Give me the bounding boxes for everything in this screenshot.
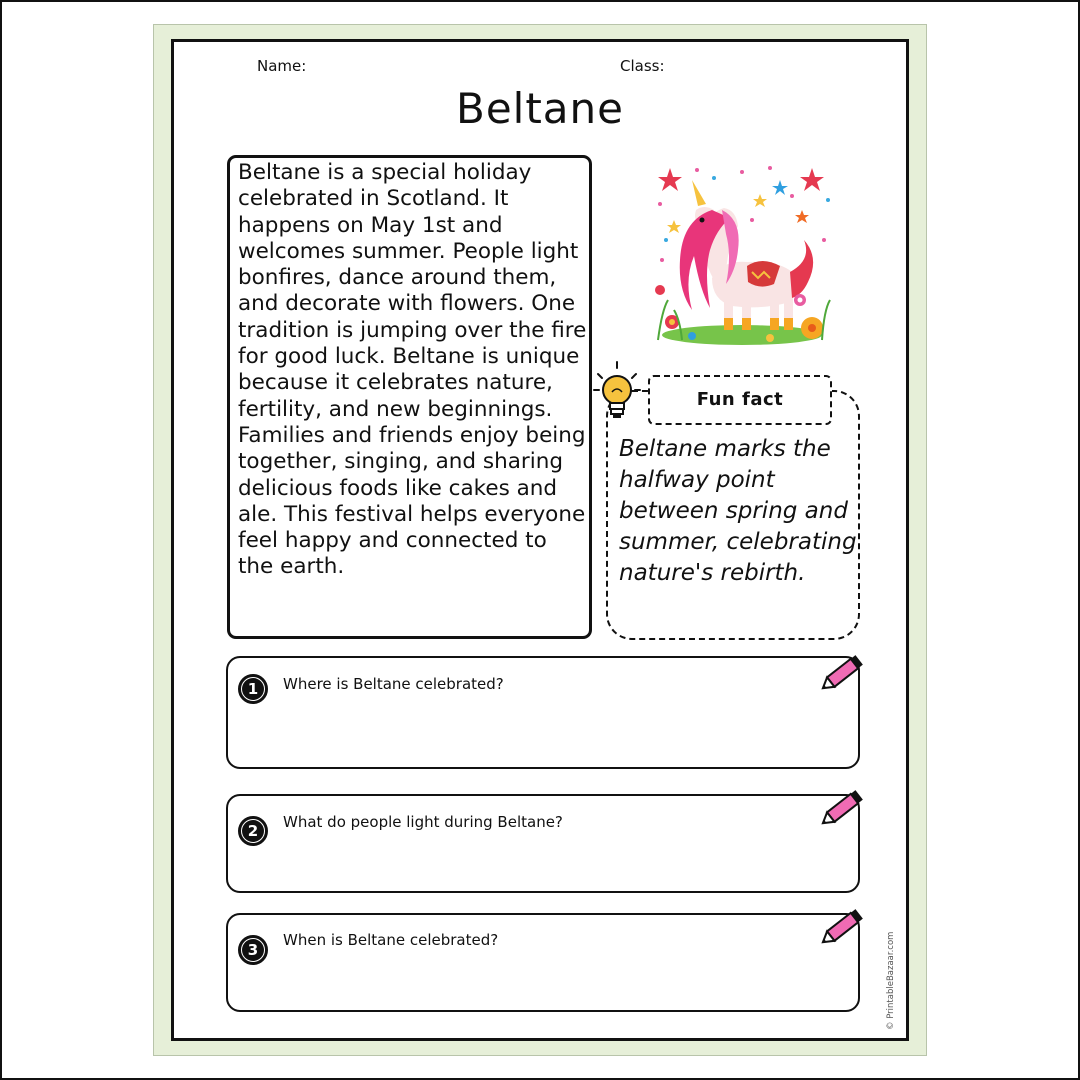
- question-text: When is Beltane celebrated?: [283, 931, 499, 949]
- reading-passage: Beltane is a special holiday celebrated in Scotland. It happens on May 1st and welcomes summer. People light bonfires, dance around them, and decorate with flowers. One tradition is jumping over the fire for good luck. Beltane is unique because it celebrates nature, fertility, and new beginnings. Families and friends enjoy being together, singing, and sharing delicious foods like cakes and ale. This festival helps everyone feel happy and connected to the earth.: [238, 160, 587, 580]
- question-number-badge: [238, 935, 268, 965]
- question-number-badge: [238, 816, 268, 846]
- answer-box-3[interactable]: [226, 913, 860, 1012]
- question-text: What do people light during Beltane?: [283, 813, 563, 831]
- unicorn-illustration: [652, 160, 834, 350]
- question-number-badge: [238, 674, 268, 704]
- question-text: Where is Beltane celebrated?: [283, 675, 504, 693]
- question-number: 3: [242, 939, 264, 961]
- fun-fact-text: Beltane marks the halfway point between spring and summer, celebrating nature's rebirth.: [619, 436, 857, 586]
- pencil-icon: [818, 904, 870, 950]
- question-number: 1: [242, 678, 264, 700]
- fun-fact-label: Fun fact: [648, 375, 832, 425]
- class-label: Class:: [620, 57, 665, 75]
- name-label: Name:: [257, 57, 307, 75]
- question-number: 2: [242, 820, 264, 842]
- credit-text: © PrintableBazaar.com: [886, 931, 896, 1030]
- page-title: Beltane: [456, 84, 624, 133]
- star-icon: [658, 168, 824, 233]
- answer-box-1[interactable]: [226, 656, 860, 769]
- pencil-icon: [818, 650, 870, 696]
- lightbulb-icon: [592, 360, 642, 424]
- pencil-icon: [818, 785, 870, 831]
- answer-box-2[interactable]: [226, 794, 860, 893]
